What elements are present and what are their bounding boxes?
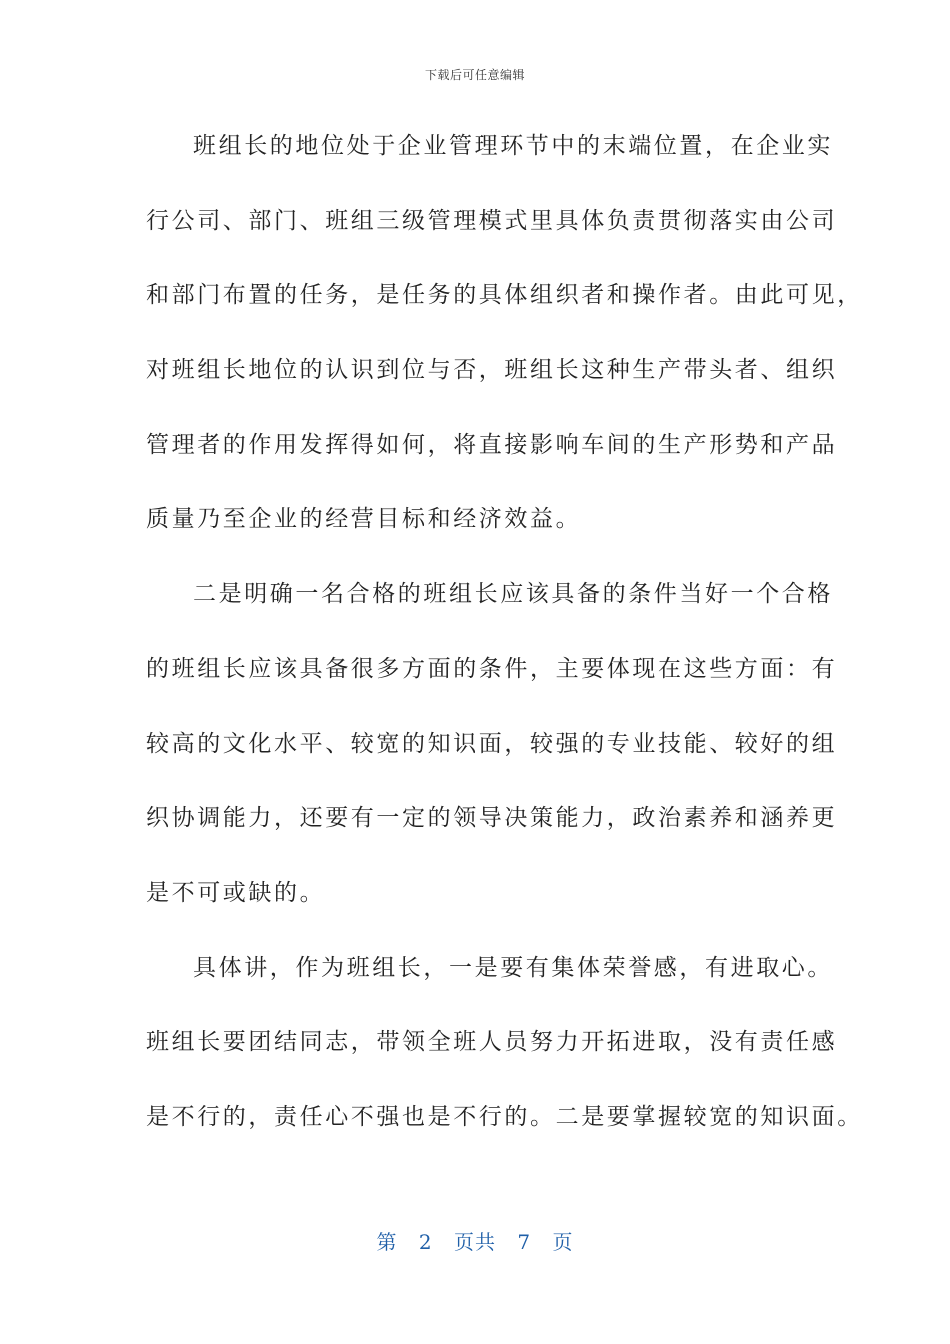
text-line: 对班组长地位的认识到位与否，班组长这种生产带头者、组织 xyxy=(146,357,838,384)
text-line: 班组长要团结同志，带领全班人员努力开拓进取，没有责任感 xyxy=(146,1029,838,1056)
text-line: 二是明确一名合格的班组长应该具备的条件当好一个合格 xyxy=(193,581,833,608)
total-page-count: 7 xyxy=(517,1230,532,1254)
footer-prefix: 第 xyxy=(376,1230,398,1254)
text-line: 管理者的作用发挥得如何，将直接影响车间的生产形势和产品 xyxy=(146,431,838,458)
page-footer xyxy=(0,1226,950,1255)
text-line: 织协调能力，还要有一定的领导决策能力，政治素养和涵养更 xyxy=(146,805,838,832)
text-line: 质量乃至企业的经营目标和经济效益。 xyxy=(146,506,582,533)
text-line: 行公司、部门、班组三级管理模式里具体负责贯彻落实由公司 xyxy=(146,207,838,234)
text-line: 具体讲，作为班组长，一是要有集体荣誉感，有进取心。 xyxy=(193,954,833,981)
text-line: 和部门布置的任务，是任务的具体组织者和操作者。由此可见， xyxy=(146,282,863,309)
text-line: 较高的文化水平、较宽的知识面，较强的专业技能、较好的组 xyxy=(146,730,838,757)
footer-middle: 页共 xyxy=(454,1230,496,1254)
current-page-number: 2 xyxy=(418,1230,433,1254)
text-line: 是不行的，责任心不强也是不行的。二是要掌握较宽的知识面。 xyxy=(146,1103,863,1130)
text-line: 的班组长应该具备很多方面的条件，主要体现在这些方面：有 xyxy=(146,655,838,682)
text-line: 是不可或缺的。 xyxy=(146,879,326,906)
page-header: 下载后可任意编辑 xyxy=(424,68,525,82)
document-body xyxy=(146,120,863,1166)
footer-suffix: 页 xyxy=(552,1230,574,1254)
text-line: 班组长的地位处于企业管理环节中的末端位置，在企业实 xyxy=(193,133,833,159)
